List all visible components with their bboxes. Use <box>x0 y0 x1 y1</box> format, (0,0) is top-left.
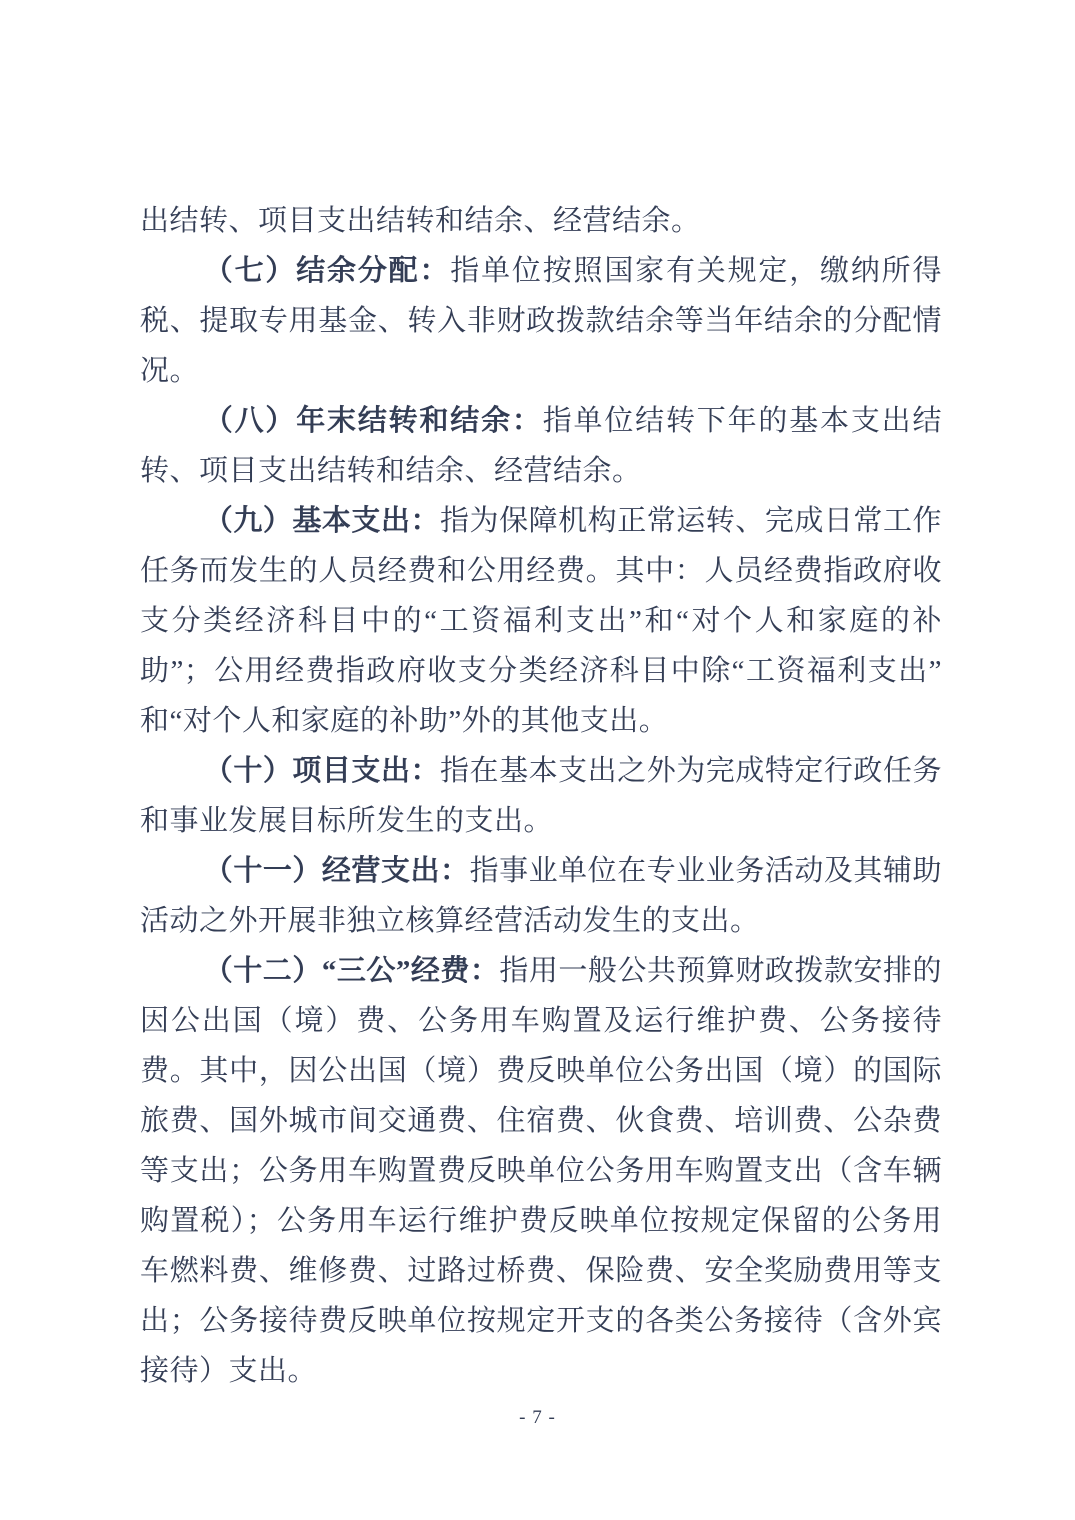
paragraph <box>140 846 942 946</box>
text-block <box>140 196 942 1396</box>
body-text: 指为保障机构正常运转、完成日常工作任务而发生的人员经费和公用经费。其中：人员经费指政府收支分类经济科目中的“工资福利支出”和“对个人和家庭的补助”；公用经费指政府收支分类经济科目中除“工资福利支出”和“对个人和家庭的补助”外的其他支出。 <box>140 505 942 737</box>
body-text: 指用一般公共预算财政拨款安排的因公出国（境）费、公务用车购置及运行维护费、公务接待费。其中，因公出国（境）费反映单位公务出国（境）的国际旅费、国外城市间交通费、住宿费、伙食费、培训费、公杂费等支出；公务用车购置费反映单位公务用车购置支出（含车辆购置税）；公务用车运行维护费反映单位按规定保留的公务用车燃料费、维修费、过路过桥费、保险费、安全奖励费用等支出；公务接待费反映单位按规定开支的各类公务接待（含外宾接待）支出。 <box>140 955 942 1387</box>
paragraph <box>140 246 942 396</box>
term-label: （十）项目支出： <box>203 755 441 787</box>
term-label: （十一）经营支出： <box>203 855 470 887</box>
body-text: 指单位结转下年的基本支出结转、项目支出结转和结余、经营结余。 <box>140 405 942 487</box>
body-text: 指事业单位在专业业务活动及其辅助活动之外开展非独立核算经营活动发生的支出。 <box>140 855 942 937</box>
paragraph <box>140 496 942 746</box>
term-label: （十二）“三公”经费： <box>203 955 500 987</box>
paragraph <box>140 946 942 1396</box>
term-label: （八）年末结转和结余： <box>203 405 543 437</box>
page-number: - 7 - <box>519 1407 556 1428</box>
paragraph <box>140 746 942 846</box>
paragraph <box>140 396 942 496</box>
body-text: 指单位按照国家有关规定，缴纳所得税、提取专用基金、转入非财政拨款结余等当年结余的分配情况。 <box>140 255 942 387</box>
term-label: （九）基本支出： <box>203 505 441 537</box>
body-text: 指在基本支出之外为完成特定行政任务和事业发展目标所发生的支出。 <box>140 755 942 837</box>
body-text: 出结转、项目支出结转和结余、经营结余。 <box>140 205 701 237</box>
paragraph <box>140 196 942 246</box>
term-label: （七）结余分配： <box>203 255 451 287</box>
